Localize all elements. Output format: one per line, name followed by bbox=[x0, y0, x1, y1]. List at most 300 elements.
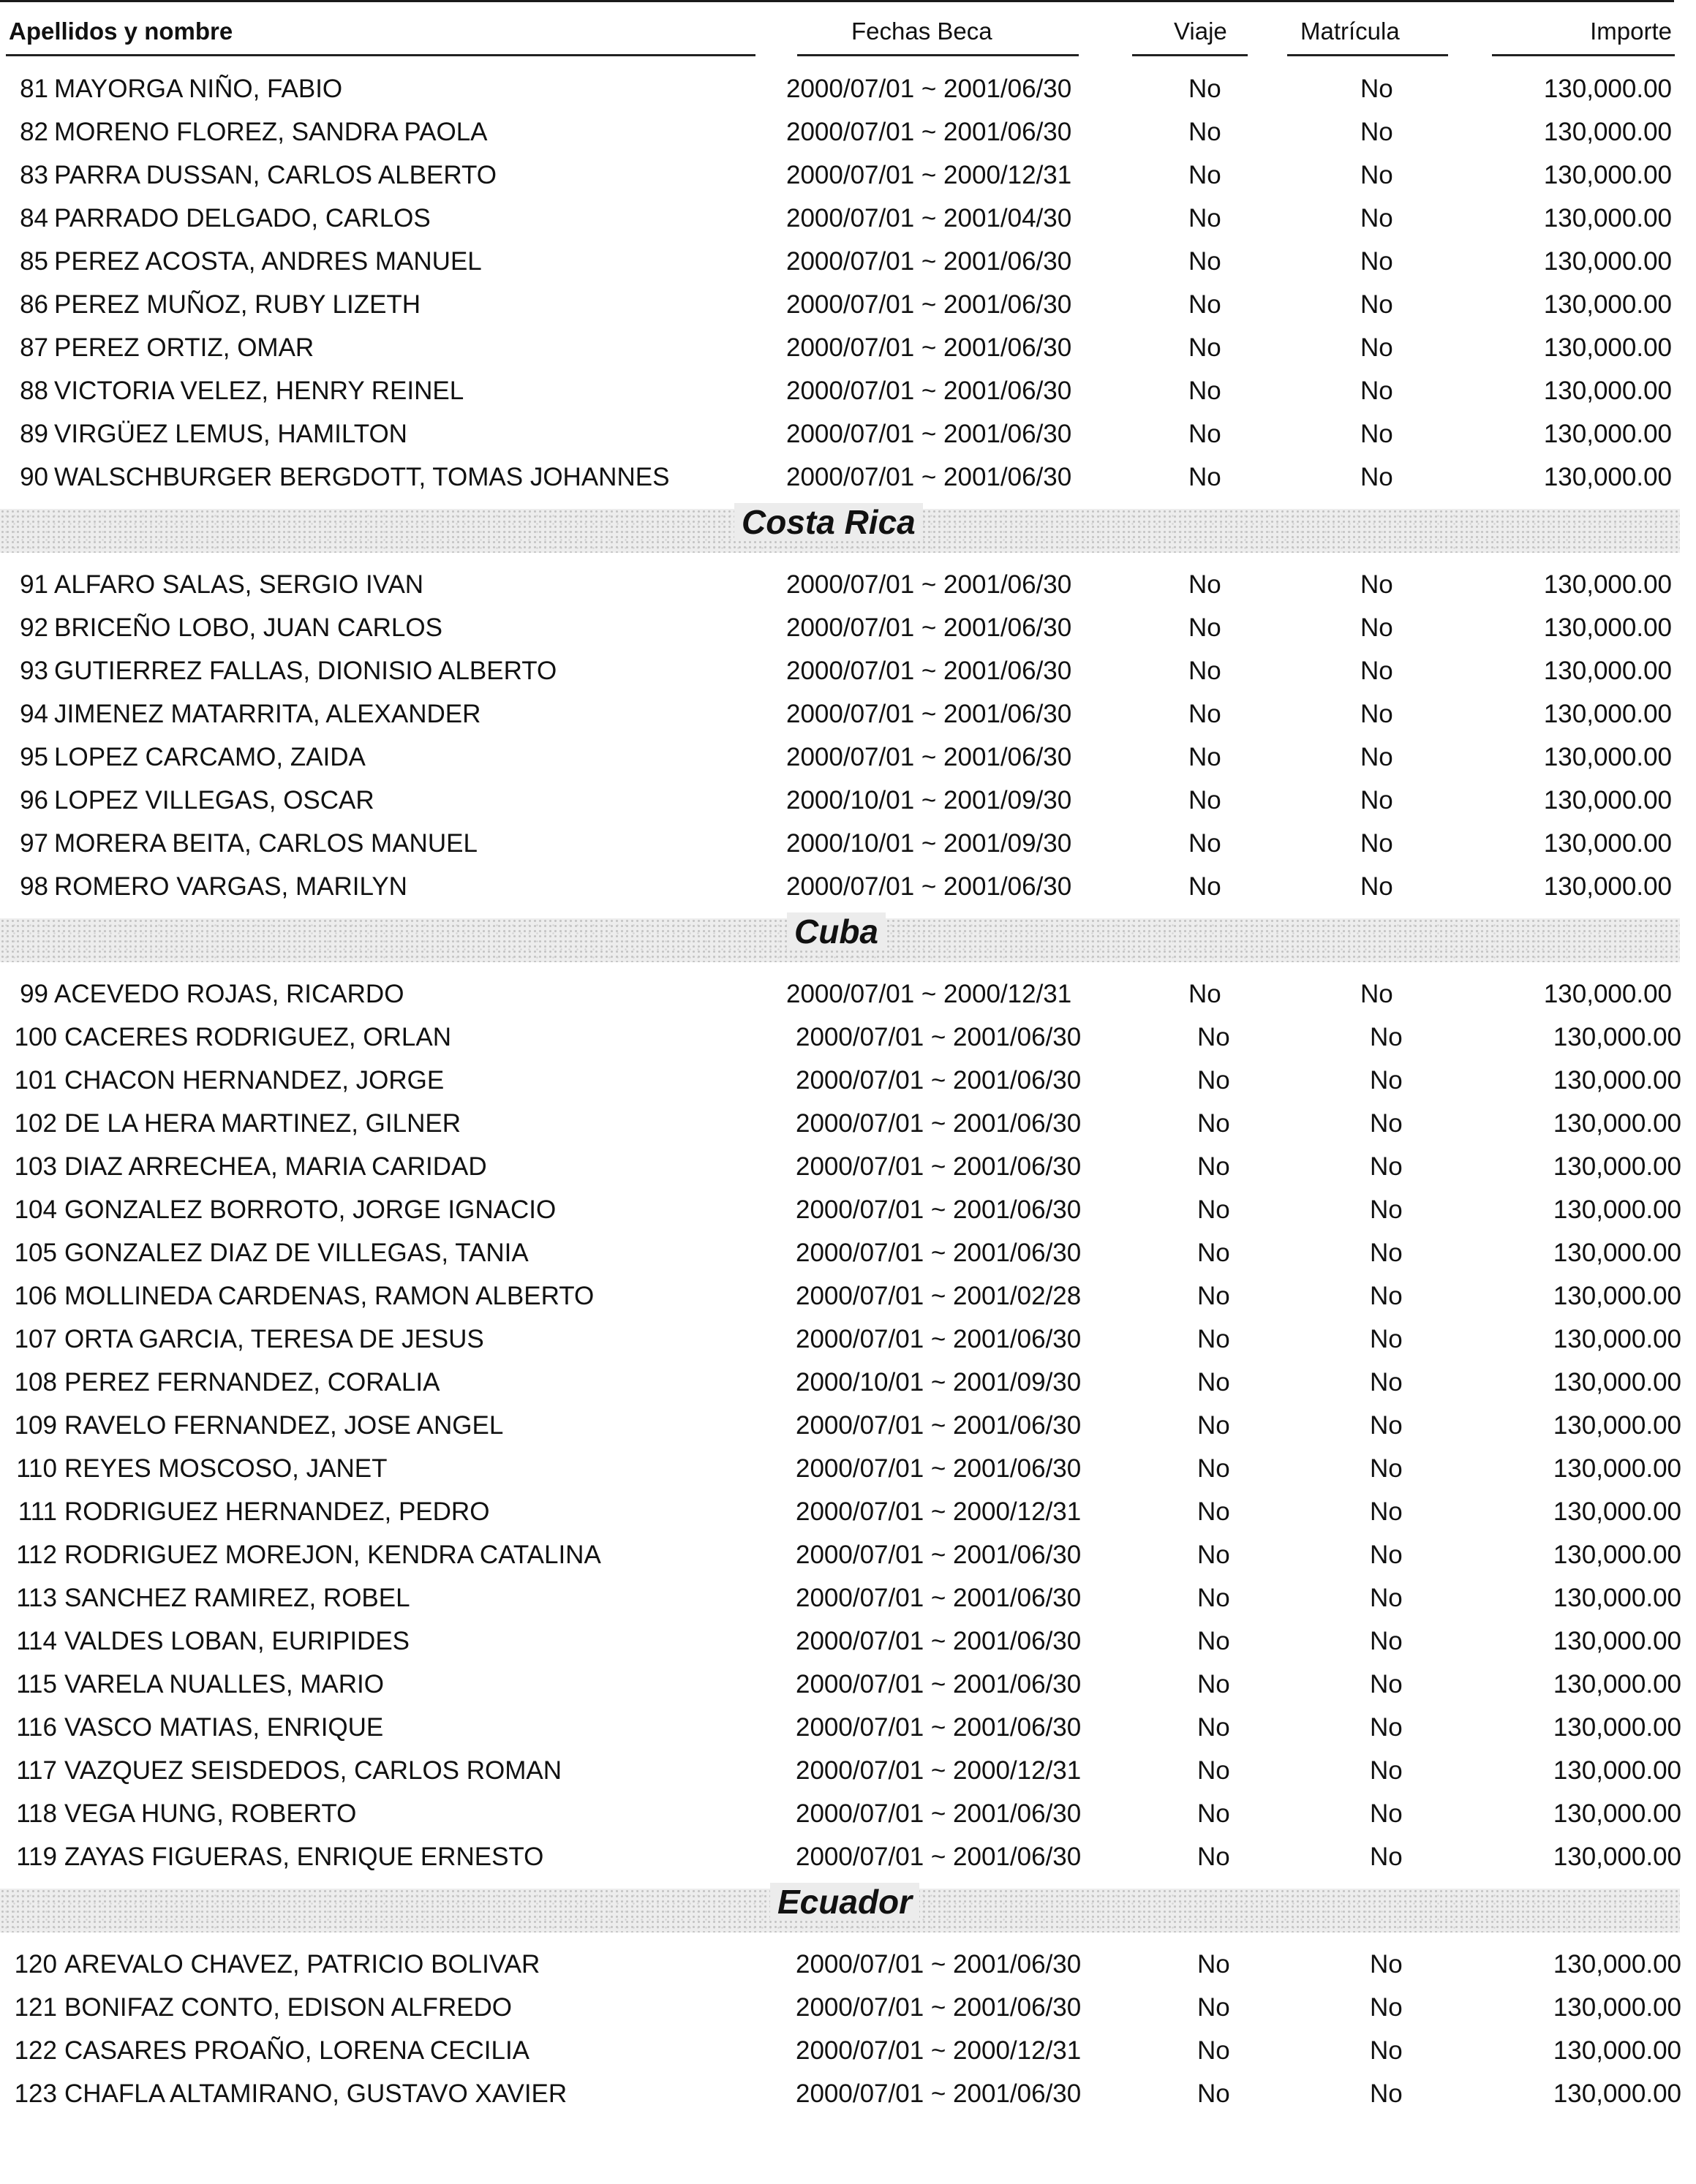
row-fechas-beca: 2000/07/01 ~ 2001/06/30 bbox=[796, 1152, 1082, 1181]
row-matricula: No bbox=[1360, 204, 1393, 233]
row-number: 89 bbox=[20, 420, 48, 448]
row-viaje: No bbox=[1197, 1541, 1230, 1569]
row-viaje: No bbox=[1197, 1497, 1230, 1526]
row-fechas-beca: 2000/07/01 ~ 2001/06/30 bbox=[796, 1993, 1082, 2022]
row-name: AREVALO CHAVEZ, PATRICIO BOLIVAR bbox=[64, 1950, 540, 1979]
row-name: VAZQUEZ SEISDEDOS, CARLOS ROMAN bbox=[64, 1756, 562, 1785]
row-viaje: No bbox=[1188, 247, 1221, 276]
row-viaje: No bbox=[1197, 1950, 1230, 1979]
row-number: 111 bbox=[18, 1497, 57, 1526]
row-viaje: No bbox=[1197, 1799, 1230, 1828]
row-number: 108 bbox=[14, 1368, 57, 1397]
row-viaje: No bbox=[1188, 204, 1221, 233]
table-row bbox=[0, 1943, 1696, 1986]
row-fechas-beca: 2000/07/01 ~ 2001/02/28 bbox=[796, 1282, 1082, 1310]
row-importe: 130,000.00 bbox=[1543, 786, 1672, 815]
table-row bbox=[0, 2029, 1696, 2072]
row-fechas-beca: 2000/07/01 ~ 2001/06/30 bbox=[786, 700, 1072, 728]
row-matricula: No bbox=[1370, 1195, 1403, 1224]
row-number: 123 bbox=[14, 2079, 57, 2108]
row-fechas-beca: 2000/07/01 ~ 2001/06/30 bbox=[796, 1066, 1082, 1095]
row-fechas-beca: 2000/07/01 ~ 2000/12/31 bbox=[786, 161, 1072, 189]
table-row bbox=[0, 1318, 1696, 1361]
row-number: 100 bbox=[14, 1023, 57, 1051]
table-row bbox=[0, 1490, 1696, 1533]
row-matricula: No bbox=[1370, 1239, 1403, 1267]
table-row bbox=[0, 67, 1696, 110]
row-matricula: No bbox=[1360, 570, 1393, 599]
row-matricula: No bbox=[1360, 700, 1393, 728]
row-viaje: No bbox=[1197, 1584, 1230, 1612]
row-importe: 130,000.00 bbox=[1543, 204, 1672, 233]
row-matricula: No bbox=[1370, 1368, 1403, 1397]
row-number: 119 bbox=[16, 1843, 57, 1871]
row-matricula: No bbox=[1360, 743, 1393, 771]
row-importe: 130,000.00 bbox=[1553, 1584, 1681, 1612]
row-fechas-beca: 2000/07/01 ~ 2001/06/30 bbox=[786, 420, 1072, 448]
row-name: WALSCHBURGER BERGDOTT, TOMAS JOHANNES bbox=[54, 463, 670, 491]
row-importe: 130,000.00 bbox=[1543, 570, 1672, 599]
table-row bbox=[0, 1835, 1696, 1878]
header-importe: Importe bbox=[1590, 18, 1672, 45]
row-number: 120 bbox=[14, 1950, 57, 1979]
row-fechas-beca: 2000/07/01 ~ 2000/12/31 bbox=[786, 980, 1072, 1008]
row-matricula: No bbox=[1370, 1799, 1403, 1828]
row-number: 115 bbox=[16, 1670, 57, 1699]
table-row bbox=[0, 197, 1696, 240]
row-importe: 130,000.00 bbox=[1553, 1950, 1681, 1979]
row-viaje: No bbox=[1197, 1670, 1230, 1699]
row-viaje: No bbox=[1188, 872, 1221, 901]
row-importe: 130,000.00 bbox=[1553, 1799, 1681, 1828]
row-matricula: No bbox=[1370, 1066, 1403, 1095]
row-fechas-beca: 2000/07/01 ~ 2001/06/30 bbox=[796, 1799, 1082, 1828]
row-number: 83 bbox=[20, 161, 48, 189]
row-number: 107 bbox=[14, 1325, 57, 1353]
table-row bbox=[0, 736, 1696, 779]
row-name: LOPEZ VILLEGAS, OSCAR bbox=[54, 786, 374, 815]
table-row bbox=[0, 822, 1696, 865]
row-number: 101 bbox=[14, 1066, 57, 1095]
row-viaje: No bbox=[1197, 2079, 1230, 2108]
row-fechas-beca: 2000/07/01 ~ 2001/06/30 bbox=[796, 1713, 1082, 1742]
row-matricula: No bbox=[1360, 75, 1393, 103]
row-importe: 130,000.00 bbox=[1553, 1627, 1681, 1655]
table-row bbox=[0, 1145, 1696, 1188]
row-number: 114 bbox=[16, 1627, 57, 1655]
row-fechas-beca: 2000/07/01 ~ 2001/06/30 bbox=[786, 75, 1072, 103]
row-fechas-beca: 2000/07/01 ~ 2000/12/31 bbox=[796, 2036, 1082, 2065]
row-viaje: No bbox=[1188, 420, 1221, 448]
row-name: CACERES RODRIGUEZ, ORLAN bbox=[64, 1023, 451, 1051]
row-importe: 130,000.00 bbox=[1543, 118, 1672, 146]
country-title-text: Cuba bbox=[787, 912, 886, 951]
row-name: PARRA DUSSAN, CARLOS ALBERTO bbox=[54, 161, 497, 189]
row-viaje: No bbox=[1188, 463, 1221, 491]
row-name: CHACON HERNANDEZ, JORGE bbox=[64, 1066, 445, 1095]
row-viaje: No bbox=[1188, 377, 1221, 405]
country-title bbox=[0, 502, 1696, 543]
row-matricula: No bbox=[1360, 872, 1393, 901]
row-number: 95 bbox=[20, 743, 48, 771]
country-section-header bbox=[0, 499, 1696, 563]
row-number: 82 bbox=[20, 118, 48, 146]
row-matricula: No bbox=[1360, 247, 1393, 276]
table-row bbox=[0, 649, 1696, 692]
row-importe: 130,000.00 bbox=[1543, 333, 1672, 362]
row-viaje: No bbox=[1188, 570, 1221, 599]
row-name: VASCO MATIAS, ENRIQUE bbox=[64, 1713, 384, 1742]
table-row bbox=[0, 692, 1696, 736]
row-importe: 130,000.00 bbox=[1543, 657, 1672, 685]
row-matricula: No bbox=[1360, 290, 1393, 319]
row-name: REYES MOSCOSO, JANET bbox=[64, 1454, 388, 1483]
row-number: 88 bbox=[20, 377, 48, 405]
row-viaje: No bbox=[1188, 980, 1221, 1008]
row-viaje: No bbox=[1197, 2036, 1230, 2065]
row-number: 93 bbox=[20, 657, 48, 685]
row-number: 91 bbox=[20, 570, 48, 599]
row-fechas-beca: 2000/07/01 ~ 2001/04/30 bbox=[786, 204, 1072, 233]
row-number: 106 bbox=[14, 1282, 57, 1310]
row-viaje: No bbox=[1197, 1713, 1230, 1742]
table-row bbox=[0, 1102, 1696, 1145]
row-matricula: No bbox=[1360, 333, 1393, 362]
row-fechas-beca: 2000/07/01 ~ 2001/06/30 bbox=[786, 377, 1072, 405]
table-row bbox=[0, 1274, 1696, 1318]
row-importe: 130,000.00 bbox=[1543, 872, 1672, 901]
row-name: VARELA NUALLES, MARIO bbox=[64, 1670, 385, 1699]
row-number: 81 bbox=[20, 75, 48, 103]
row-viaje: No bbox=[1197, 1411, 1230, 1440]
row-matricula: No bbox=[1370, 1497, 1403, 1526]
row-matricula: No bbox=[1370, 1325, 1403, 1353]
row-name: ACEVEDO ROJAS, RICARDO bbox=[54, 980, 404, 1008]
row-number: 98 bbox=[20, 872, 48, 901]
row-viaje: No bbox=[1197, 1195, 1230, 1224]
row-importe: 130,000.00 bbox=[1543, 75, 1672, 103]
country-title-text: Costa Rica bbox=[734, 503, 923, 541]
row-fechas-beca: 2000/07/01 ~ 2001/06/30 bbox=[796, 1541, 1082, 1569]
row-matricula: No bbox=[1360, 463, 1393, 491]
row-name: ALFARO SALAS, SERGIO IVAN bbox=[54, 570, 424, 599]
row-fechas-beca: 2000/07/01 ~ 2001/06/30 bbox=[796, 2079, 1082, 2108]
row-viaje: No bbox=[1197, 1993, 1230, 2022]
row-name: JIMENEZ MATARRITA, ALEXANDER bbox=[54, 700, 481, 728]
header-rule-fechas bbox=[797, 54, 1079, 56]
row-name: MORERA BEITA, CARLOS MANUEL bbox=[54, 829, 478, 858]
row-viaje: No bbox=[1188, 613, 1221, 642]
row-name: DIAZ ARRECHEA, MARIA CARIDAD bbox=[64, 1152, 487, 1181]
row-number: 84 bbox=[20, 204, 48, 233]
country-section-header bbox=[0, 1878, 1696, 1943]
row-importe: 130,000.00 bbox=[1553, 1282, 1681, 1310]
row-name: BRICEÑO LOBO, JUAN CARLOS bbox=[54, 613, 442, 642]
row-number: 118 bbox=[16, 1799, 57, 1828]
row-name: CHAFLA ALTAMIRANO, GUSTAVO XAVIER bbox=[64, 2079, 568, 2108]
table-row bbox=[0, 1792, 1696, 1835]
table-row bbox=[0, 154, 1696, 197]
row-number: 99 bbox=[20, 980, 48, 1008]
row-number: 103 bbox=[14, 1152, 57, 1181]
row-viaje: No bbox=[1197, 1239, 1230, 1267]
row-viaje: No bbox=[1197, 1627, 1230, 1655]
header-rule-matricula bbox=[1287, 54, 1448, 56]
table-row bbox=[0, 779, 1696, 822]
row-name: PARRADO DELGADO, CARLOS bbox=[54, 204, 431, 233]
table-row bbox=[0, 1533, 1696, 1576]
row-importe: 130,000.00 bbox=[1553, 1195, 1681, 1224]
row-fechas-beca: 2000/10/01 ~ 2001/09/30 bbox=[786, 829, 1072, 858]
row-importe: 130,000.00 bbox=[1553, 1713, 1681, 1742]
row-importe: 130,000.00 bbox=[1553, 1152, 1681, 1181]
row-matricula: No bbox=[1370, 1109, 1403, 1138]
table-row bbox=[0, 1620, 1696, 1663]
row-number: 90 bbox=[20, 463, 48, 491]
row-importe: 130,000.00 bbox=[1543, 290, 1672, 319]
row-name: PEREZ ORTIZ, OMAR bbox=[54, 333, 314, 362]
table-row bbox=[0, 1749, 1696, 1792]
row-importe: 130,000.00 bbox=[1543, 700, 1672, 728]
row-name: RODRIGUEZ MOREJON, KENDRA CATALINA bbox=[64, 1541, 601, 1569]
row-number: 92 bbox=[20, 613, 48, 642]
row-fechas-beca: 2000/07/01 ~ 2001/06/30 bbox=[786, 613, 1072, 642]
row-name: RODRIGUEZ HERNANDEZ, PEDRO bbox=[64, 1497, 490, 1526]
row-importe: 130,000.00 bbox=[1553, 1368, 1681, 1397]
row-name: GONZALEZ BORROTO, JORGE IGNACIO bbox=[64, 1195, 557, 1224]
row-matricula: No bbox=[1370, 1713, 1403, 1742]
row-number: 105 bbox=[14, 1239, 57, 1267]
row-fechas-beca: 2000/07/01 ~ 2001/06/30 bbox=[796, 1627, 1082, 1655]
row-importe: 130,000.00 bbox=[1553, 1023, 1681, 1051]
row-name: GONZALEZ DIAZ DE VILLEGAS, TANIA bbox=[64, 1239, 529, 1267]
row-matricula: No bbox=[1370, 2036, 1403, 2065]
table-row bbox=[0, 1231, 1696, 1274]
row-number: 97 bbox=[20, 829, 48, 858]
row-importe: 130,000.00 bbox=[1543, 743, 1672, 771]
table-row bbox=[0, 1447, 1696, 1490]
table-row bbox=[0, 283, 1696, 326]
table-body bbox=[0, 67, 1696, 2115]
row-name: DE LA HERA MARTINEZ, GILNER bbox=[64, 1109, 461, 1138]
row-fechas-beca: 2000/10/01 ~ 2001/09/30 bbox=[786, 786, 1072, 815]
table-row bbox=[0, 1016, 1696, 1059]
header-viaje: Viaje bbox=[1174, 18, 1227, 45]
country-title-text: Ecuador bbox=[770, 1883, 919, 1921]
table-row bbox=[0, 456, 1696, 499]
row-matricula: No bbox=[1370, 2079, 1403, 2108]
row-number: 116 bbox=[16, 1713, 57, 1742]
row-fechas-beca: 2000/07/01 ~ 2000/12/31 bbox=[796, 1756, 1082, 1785]
row-viaje: No bbox=[1197, 1368, 1230, 1397]
row-importe: 130,000.00 bbox=[1543, 980, 1672, 1008]
row-matricula: No bbox=[1360, 420, 1393, 448]
row-fechas-beca: 2000/07/01 ~ 2001/06/30 bbox=[786, 118, 1072, 146]
row-number: 113 bbox=[16, 1584, 57, 1612]
row-matricula: No bbox=[1360, 829, 1393, 858]
row-importe: 130,000.00 bbox=[1553, 1066, 1681, 1095]
row-fechas-beca: 2000/07/01 ~ 2001/06/30 bbox=[796, 1411, 1082, 1440]
table-row bbox=[0, 1059, 1696, 1102]
row-viaje: No bbox=[1188, 290, 1221, 319]
row-fechas-beca: 2000/07/01 ~ 2001/06/30 bbox=[796, 1454, 1082, 1483]
row-viaje: No bbox=[1188, 829, 1221, 858]
row-name: VALDES LOBAN, EURIPIDES bbox=[64, 1627, 410, 1655]
table-row bbox=[0, 1663, 1696, 1706]
row-importe: 130,000.00 bbox=[1553, 1497, 1681, 1526]
row-fechas-beca: 2000/07/01 ~ 2001/06/30 bbox=[796, 1843, 1082, 1871]
row-matricula: No bbox=[1370, 1411, 1403, 1440]
row-fechas-beca: 2000/07/01 ~ 2001/06/30 bbox=[796, 1023, 1082, 1051]
table-row bbox=[0, 1404, 1696, 1447]
row-number: 109 bbox=[14, 1411, 57, 1440]
table-row bbox=[0, 412, 1696, 456]
row-fechas-beca: 2000/07/01 ~ 2001/06/30 bbox=[796, 1239, 1082, 1267]
row-name: SANCHEZ RAMIREZ, ROBEL bbox=[64, 1584, 410, 1612]
row-fechas-beca: 2000/07/01 ~ 2001/06/30 bbox=[786, 333, 1072, 362]
row-fechas-beca: 2000/07/01 ~ 2001/06/30 bbox=[796, 1670, 1082, 1699]
row-name: MORENO FLOREZ, SANDRA PAOLA bbox=[54, 118, 488, 146]
row-importe: 130,000.00 bbox=[1543, 829, 1672, 858]
country-title bbox=[0, 911, 1696, 952]
row-viaje: No bbox=[1188, 743, 1221, 771]
row-name: MOLLINEDA CARDENAS, RAMON ALBERTO bbox=[64, 1282, 595, 1310]
row-matricula: No bbox=[1360, 657, 1393, 685]
table-row bbox=[0, 972, 1696, 1016]
row-matricula: No bbox=[1360, 377, 1393, 405]
table-row bbox=[0, 1576, 1696, 1620]
row-name: PEREZ FERNANDEZ, CORALIA bbox=[64, 1368, 440, 1397]
row-fechas-beca: 2000/07/01 ~ 2001/06/30 bbox=[786, 290, 1072, 319]
row-importe: 130,000.00 bbox=[1553, 1109, 1681, 1138]
row-number: 85 bbox=[20, 247, 48, 276]
row-viaje: No bbox=[1197, 1152, 1230, 1181]
row-fechas-beca: 2000/07/01 ~ 2001/06/30 bbox=[786, 657, 1072, 685]
row-fechas-beca: 2000/07/01 ~ 2001/06/30 bbox=[786, 247, 1072, 276]
row-name: ROMERO VARGAS, MARILYN bbox=[54, 872, 407, 901]
row-name: ORTA GARCIA, TERESA DE JESUS bbox=[64, 1325, 484, 1353]
row-name: BONIFAZ CONTO, EDISON ALFREDO bbox=[64, 1993, 512, 2022]
row-matricula: No bbox=[1360, 613, 1393, 642]
row-name: VEGA HUNG, ROBERTO bbox=[64, 1799, 357, 1828]
row-importe: 130,000.00 bbox=[1553, 2036, 1681, 2065]
row-matricula: No bbox=[1370, 1627, 1403, 1655]
row-importe: 130,000.00 bbox=[1543, 377, 1672, 405]
row-matricula: No bbox=[1370, 1541, 1403, 1569]
table-row bbox=[0, 1188, 1696, 1231]
table-row bbox=[0, 1361, 1696, 1404]
row-importe: 130,000.00 bbox=[1553, 1454, 1681, 1483]
row-matricula: No bbox=[1370, 1843, 1403, 1871]
row-name: VIRGÜEZ LEMUS, HAMILTON bbox=[54, 420, 407, 448]
header-fechas-beca: Fechas Beca bbox=[851, 18, 992, 45]
row-name: GUTIERREZ FALLAS, DIONISIO ALBERTO bbox=[54, 657, 557, 685]
table-row bbox=[0, 606, 1696, 649]
row-name: ZAYAS FIGUERAS, ENRIQUE ERNESTO bbox=[64, 1843, 544, 1871]
row-viaje: No bbox=[1197, 1066, 1230, 1095]
row-fechas-beca: 2000/07/01 ~ 2001/06/30 bbox=[786, 743, 1072, 771]
header-rule-viaje bbox=[1132, 54, 1248, 56]
row-number: 122 bbox=[14, 2036, 57, 2065]
top-rule bbox=[0, 0, 1674, 2]
row-viaje: No bbox=[1197, 1843, 1230, 1871]
row-name: MAYORGA NIÑO, FABIO bbox=[54, 75, 343, 103]
row-importe: 130,000.00 bbox=[1553, 1843, 1681, 1871]
row-number: 96 bbox=[20, 786, 48, 815]
row-viaje: No bbox=[1197, 1454, 1230, 1483]
row-importe: 130,000.00 bbox=[1553, 1239, 1681, 1267]
row-matricula: No bbox=[1370, 1756, 1403, 1785]
row-viaje: No bbox=[1188, 161, 1221, 189]
table-row bbox=[0, 2072, 1696, 2115]
row-fechas-beca: 2000/07/01 ~ 2001/06/30 bbox=[796, 1325, 1082, 1353]
table-row bbox=[0, 1986, 1696, 2029]
table-row bbox=[0, 369, 1696, 412]
header-rule-importe bbox=[1492, 54, 1675, 56]
row-importe: 130,000.00 bbox=[1543, 613, 1672, 642]
row-importe: 130,000.00 bbox=[1553, 1411, 1681, 1440]
row-importe: 130,000.00 bbox=[1543, 463, 1672, 491]
row-number: 117 bbox=[16, 1756, 57, 1785]
row-viaje: No bbox=[1188, 786, 1221, 815]
row-number: 86 bbox=[20, 290, 48, 319]
table-row bbox=[0, 240, 1696, 283]
row-number: 112 bbox=[16, 1541, 57, 1569]
row-fechas-beca: 2000/07/01 ~ 2001/06/30 bbox=[786, 570, 1072, 599]
table-row bbox=[0, 110, 1696, 154]
table-header bbox=[0, 13, 1696, 60]
row-viaje: No bbox=[1188, 700, 1221, 728]
row-matricula: No bbox=[1370, 1152, 1403, 1181]
row-importe: 130,000.00 bbox=[1553, 1541, 1681, 1569]
header-matricula: Matrícula bbox=[1300, 18, 1400, 45]
row-matricula: No bbox=[1370, 1950, 1403, 1979]
row-fechas-beca: 2000/07/01 ~ 2001/06/30 bbox=[796, 1950, 1082, 1979]
row-name: PEREZ ACOSTA, ANDRES MANUEL bbox=[54, 247, 482, 276]
row-viaje: No bbox=[1188, 657, 1221, 685]
country-title bbox=[0, 1881, 1696, 1922]
row-fechas-beca: 2000/07/01 ~ 2001/06/30 bbox=[786, 872, 1072, 901]
row-number: 104 bbox=[14, 1195, 57, 1224]
header-rule-name bbox=[6, 54, 755, 56]
row-matricula: No bbox=[1370, 1282, 1403, 1310]
row-viaje: No bbox=[1188, 333, 1221, 362]
row-viaje: No bbox=[1197, 1756, 1230, 1785]
table-row bbox=[0, 563, 1696, 606]
row-importe: 130,000.00 bbox=[1553, 1325, 1681, 1353]
row-importe: 130,000.00 bbox=[1553, 1993, 1681, 2022]
table-row bbox=[0, 326, 1696, 369]
row-number: 121 bbox=[14, 1993, 57, 2022]
row-viaje: No bbox=[1197, 1023, 1230, 1051]
header-name: Apellidos y nombre bbox=[9, 18, 233, 45]
row-fechas-beca: 2000/07/01 ~ 2001/06/30 bbox=[796, 1584, 1082, 1612]
row-viaje: No bbox=[1197, 1109, 1230, 1138]
row-matricula: No bbox=[1370, 1584, 1403, 1612]
row-matricula: No bbox=[1370, 1023, 1403, 1051]
row-name: RAVELO FERNANDEZ, JOSE ANGEL bbox=[64, 1411, 504, 1440]
row-matricula: No bbox=[1360, 118, 1393, 146]
row-importe: 130,000.00 bbox=[1543, 161, 1672, 189]
row-matricula: No bbox=[1370, 1454, 1403, 1483]
row-viaje: No bbox=[1188, 118, 1221, 146]
row-fechas-beca: 2000/07/01 ~ 2001/06/30 bbox=[786, 463, 1072, 491]
row-fechas-beca: 2000/07/01 ~ 2001/06/30 bbox=[796, 1195, 1082, 1224]
row-fechas-beca: 2000/07/01 ~ 2001/06/30 bbox=[796, 1109, 1082, 1138]
row-matricula: No bbox=[1370, 1993, 1403, 2022]
table-row bbox=[0, 1706, 1696, 1749]
row-number: 102 bbox=[14, 1109, 57, 1138]
